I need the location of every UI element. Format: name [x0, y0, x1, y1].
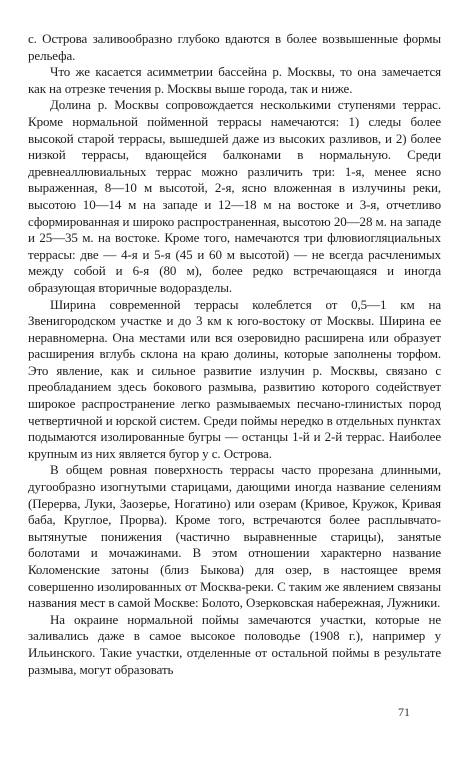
document-page — [28, 31, 441, 678]
paragraph-3: Долина р. Москвы сопровождается несколькими ступенями террас. Кроме нормальной пойменной террасы намечаются: 1) следы более высокой старой террасы, вышедшей даже из высоких разливов, и 2) более низкой террасы, вдающейся балконами в нормальную. Среди древнеаллювиальных террас можно различить три: 1-я, менее ясно выраженная, 8—10 м высотой, 2-я, ясно вложенная в излучины реки, высотою 10—14 м на западе и 12—18 м на востоке и 3-я, отчетливо сформированная и широко распространенная, высотою 20—28 м. на западе и 25—35 м. на востоке. Кроме того, намечаются три флювиогляциальных террасы: две — 4-я и 5-я (45 и 60 м высотой) — не всегда расчленимых между собой и 6-я (80 м), более редко встречающаяся и иногда образующая вторичные водоразделы. — [28, 97, 441, 295]
paragraph-6: На окраине нормальной поймы замечаются участки, которые не заливались даже в самое высокое половодье (1908 г.), например у Ильинского. Такие участки, отделенные от остальной поймы в результате размыва, могут образовать — [28, 611, 441, 677]
paragraph-4: Ширина современной террасы колеблется от 0,5—1 км на Звенигородском участке и до 3 км к юго-востоку от Москвы. Ширина ее неравномерна. Она местами или вся озеровидно расширена или образует расширения вглубь склона на краю долины, которые заполнены торфом. Это явление, как и сильное развитие излучин р. Москвы, связано с преобладанием здесь бокового размыва, развитию которого содействует широкое распространение легко размываемых песчано-глинистых пород четвертичной и юрской систем. Среди поймы нередко в отдельных пунктах подымаются изолированные бугры — останцы 1-й и 2-й террас. Наиболее крупным из них является бугор у с. Острова. — [28, 296, 441, 461]
paragraph-5: В общем ровная поверхность террасы часто прорезана длинными, дугообразно изогнутыми старицами, дающими иногда название селениям (Перерва, Луки, Заозерье, Ногатино) или озерам (Кривое, Кружок, Кривая баба, Круглое, Прорва). Кроме того, встречаются более расплывчато-вытянутые понижения (частично выравненные старицы), занятые болотами и мочажинами. В этом отношении характерно название Коломенские затоны (близ Быкова) для озер, в настоящее время совершенно изолированных от Москва-реки. С таким же явлением связаны названия мест в самой Москве: Болото, Озерковская набережная, Лужники. — [28, 462, 441, 611]
paragraph-2: Что же касается асимметрии бассейна р. Москвы, то она замечается как на отрезке течения р. Москвы выше города, так и ниже. — [28, 64, 441, 96]
paragraph-1: с. Острова заливообразно глубоко вдаются в более возвышенные формы рельефа. — [28, 31, 441, 63]
page-number: 71 — [398, 705, 410, 719]
